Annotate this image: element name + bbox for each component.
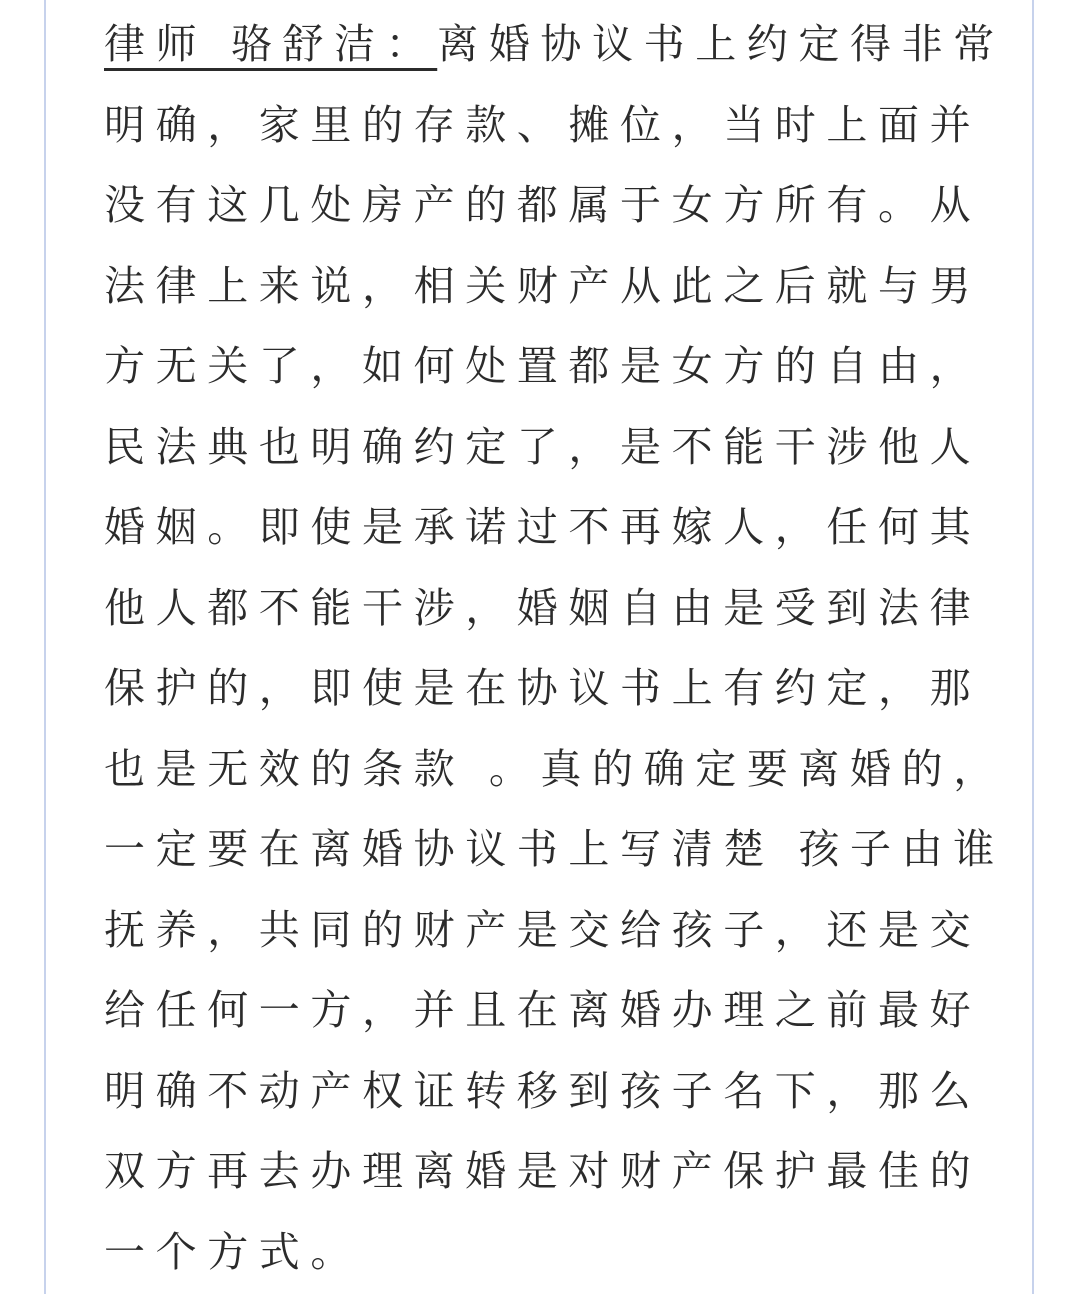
paragraph-line: 明确，家里的存款、摊位，当时上面并 <box>104 100 982 149</box>
paragraph-text: 离婚协议书上约定得非常 <box>437 20 1005 68</box>
paragraph-line: 他人都不能干涉，婚姻自由是受到法律 <box>104 583 982 632</box>
paragraph-line: 给任何一方，并且在离婚办理之前最好 <box>104 986 982 1034</box>
paragraph-line: 民法典也明确约定了，是不能干涉他人 <box>104 422 982 471</box>
paragraph-line: 也是无效的条款 。真的确定要离婚的， <box>104 744 1005 793</box>
paragraph-line: 抚养，共同的财产是交给孩子，还是交 <box>104 905 982 954</box>
article-paragraph <box>104 4 1005 1292</box>
paragraph-line: 一个方式。 <box>104 1227 362 1276</box>
paragraph-line: 保护的，即使是在协议书上有约定，那 <box>104 664 982 712</box>
paragraph-line <box>104 4 1005 85</box>
paragraph-line: 一定要在离婚协议书上写清楚 孩子由谁 <box>104 825 1005 873</box>
speaker-label: 律师 骆舒洁： <box>104 20 438 68</box>
paragraph-line: 方无关了，如何处置都是女方的自由， <box>104 342 982 390</box>
paragraph-line: 双方再去办理离婚是对财产保护最佳的 <box>104 1147 982 1195</box>
paragraph-line: 没有这几处房产的都属于女方所有。从 <box>104 181 982 229</box>
paragraph-line: 法律上来说，相关财产从此之后就与男 <box>104 261 982 310</box>
paragraph-line: 明确不动产权证转移到孩子名下，那么 <box>104 1066 982 1115</box>
paragraph-line: 婚姻。即使是承诺过不再嫁人，任何其 <box>104 503 982 551</box>
